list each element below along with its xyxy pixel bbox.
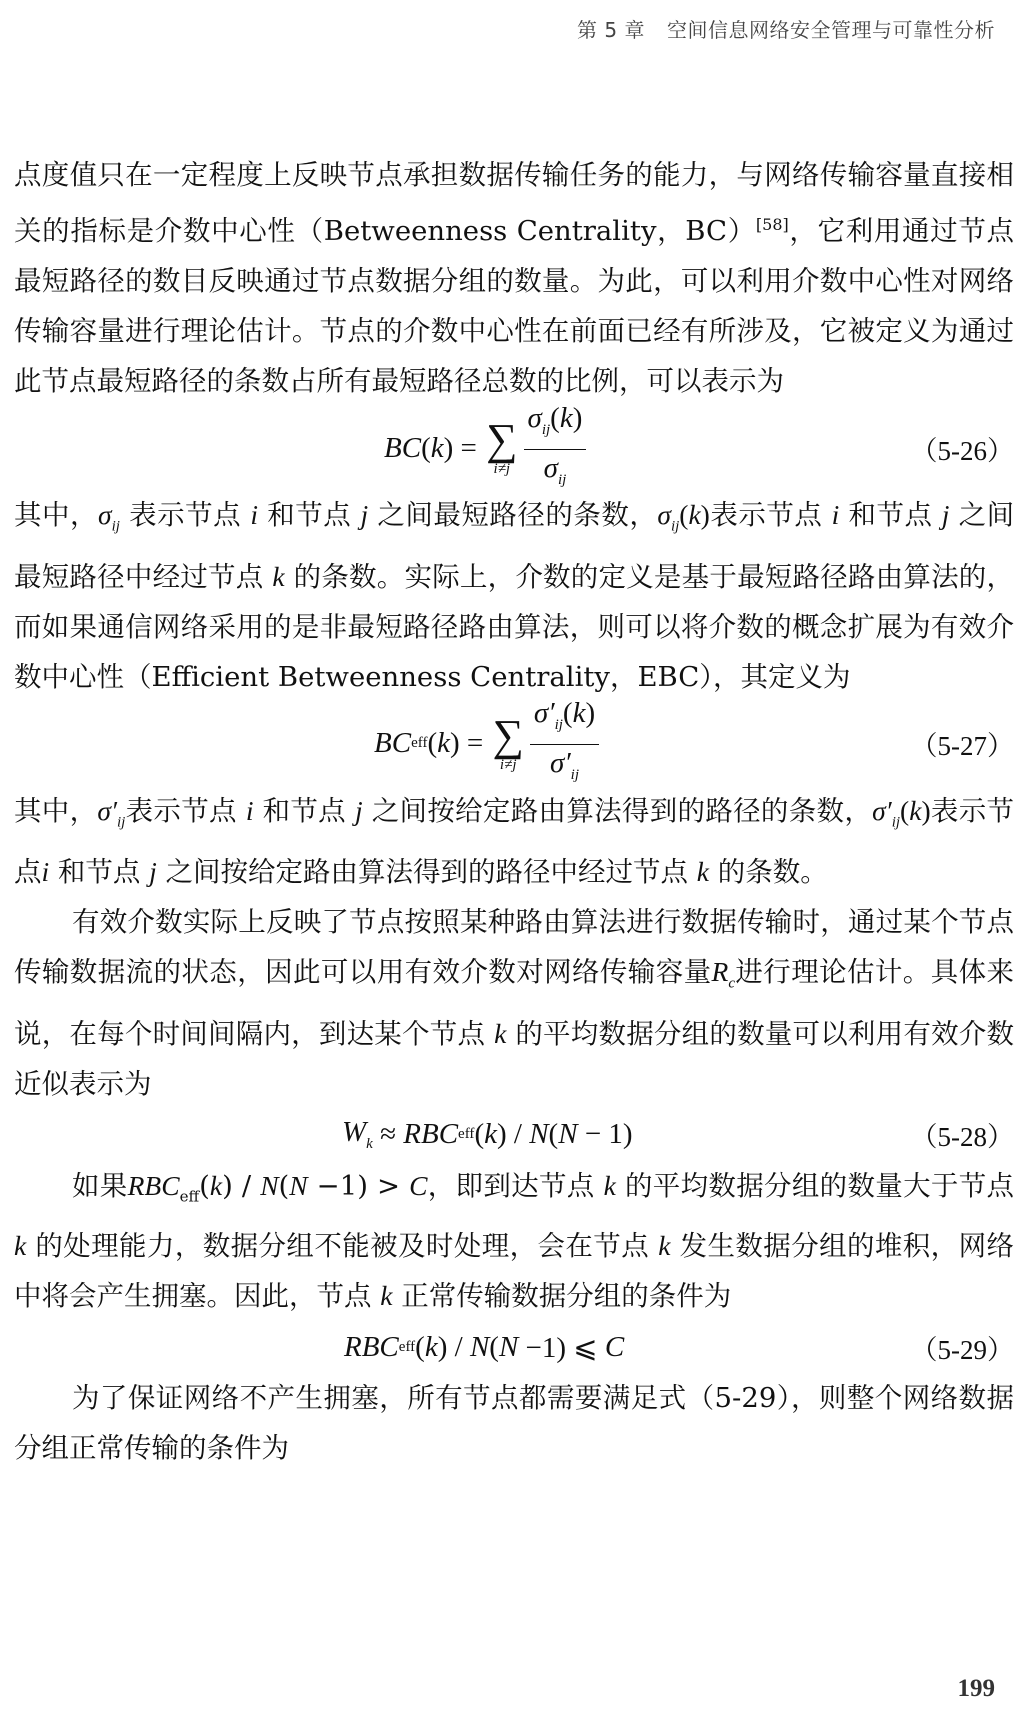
paragraph-2: 其中，$\sigma_{ij}$ 表示节点 i 和节点 j 之间最短路径的条数，$\sigma_{ij}(k)$表示节点 i 和节点 j 之间最短路径中经过节点 k 的条数。实际上，介数的定义是基于最短路径路由算法的，而如果通信网络采用的是非最短路径路由算法，则可以将介数的概念扩展为有效介数中心性（Efficient Betweenness Centrality，EBC），其定义为 [14, 499, 1015, 693]
equation-5-27 [14, 697, 1014, 786]
equation-number: （5-26） [910, 435, 1014, 466]
equation-5-26 [14, 401, 1014, 490]
formula-bc-eff: BC eff ( k ) = ∑ i≠j $\frac{\sigma'_{ij}(k)}{\sigma'_{ij}}$ [374, 702, 603, 786]
paragraph-5: 如果$RBC_{eff}(k) / N(N -1) > C$，即到达节点 k 的平均数据分组的数量大于节点 k 的处理能力，数据分组不能被及时处理，会在节点 k 发生数据分组的堆积，网络中将会产生拥塞。因此，节点 k 正常传输数据分组的条件为 [14, 1169, 1015, 1313]
formula-condition: RBC eff ( k ) / N ( N −1) ⩽ C [344, 1330, 625, 1364]
paragraph-6: 为了保证网络不产生拥塞，所有节点都需要满足式（5-29），则整个网络数据分组正常传输的条件为 [14, 1382, 1014, 1465]
equation-number: （5-27） [910, 731, 1014, 762]
equation-number: （5-29） [910, 1334, 1014, 1365]
equation-5-28 [14, 1109, 1014, 1161]
chapter-label: 第 5 章 [577, 18, 645, 42]
paragraph-1: 点度值只在一定程度上反映节点承担数据传输任务的能力，与网络传输容量直接相关的指标是介数中心性（Betweenness Centrality，BC）[58]，它利用通过节点最短路径的数目反映通过节点数据分组的数量。为此，可以利用介数中心性对网络传输容量进行理论估计。节点的介数中心性在前面已经有所涉及，它被定义为通过此节点最短路径的条数占所有最短路径总数的比例，可以表示为 [14, 159, 1015, 398]
paragraph-3: 其中，$\sigma'_{ij}$表示节点 i 和节点 j 之间按给定路由算法得到的路径的条数，$\sigma'_{ij}(k)$表示节点i 和节点 j 之间按给定路由算法得到的路径中经过节点 k 的条数。 [14, 794, 1015, 889]
page-number: 199 [957, 1675, 995, 1702]
formula-bc: BC ( k ) = ∑ i≠j $\frac{\sigma_{ij}(k)}{\sigma_{ij}}$ [384, 406, 590, 490]
paragraph-4: 有效介数实际上反映了节点按照某种路由算法进行数据传输时，通过某个节点传输数据流的状态，因此可以用有效介数对网络传输容量$R_c$进行理论估计。具体来说，在每个时间间隔内，到达某个节点 k 的平均数据分组的数量可以利用有效介数近似表示为 [14, 906, 1015, 1100]
chapter-title: 空间信息网络安全管理与可靠性分析 [667, 18, 995, 42]
page-body [14, 150, 1014, 1473]
running-header [577, 14, 995, 43]
equation-number: （5-28） [910, 1122, 1014, 1153]
formula-wk: $W_k$ ≈ RBC eff ( k ) / N ( N − 1) [342, 1116, 633, 1153]
equation-5-29 [14, 1321, 1014, 1373]
citation-ref: [58] [755, 215, 789, 234]
